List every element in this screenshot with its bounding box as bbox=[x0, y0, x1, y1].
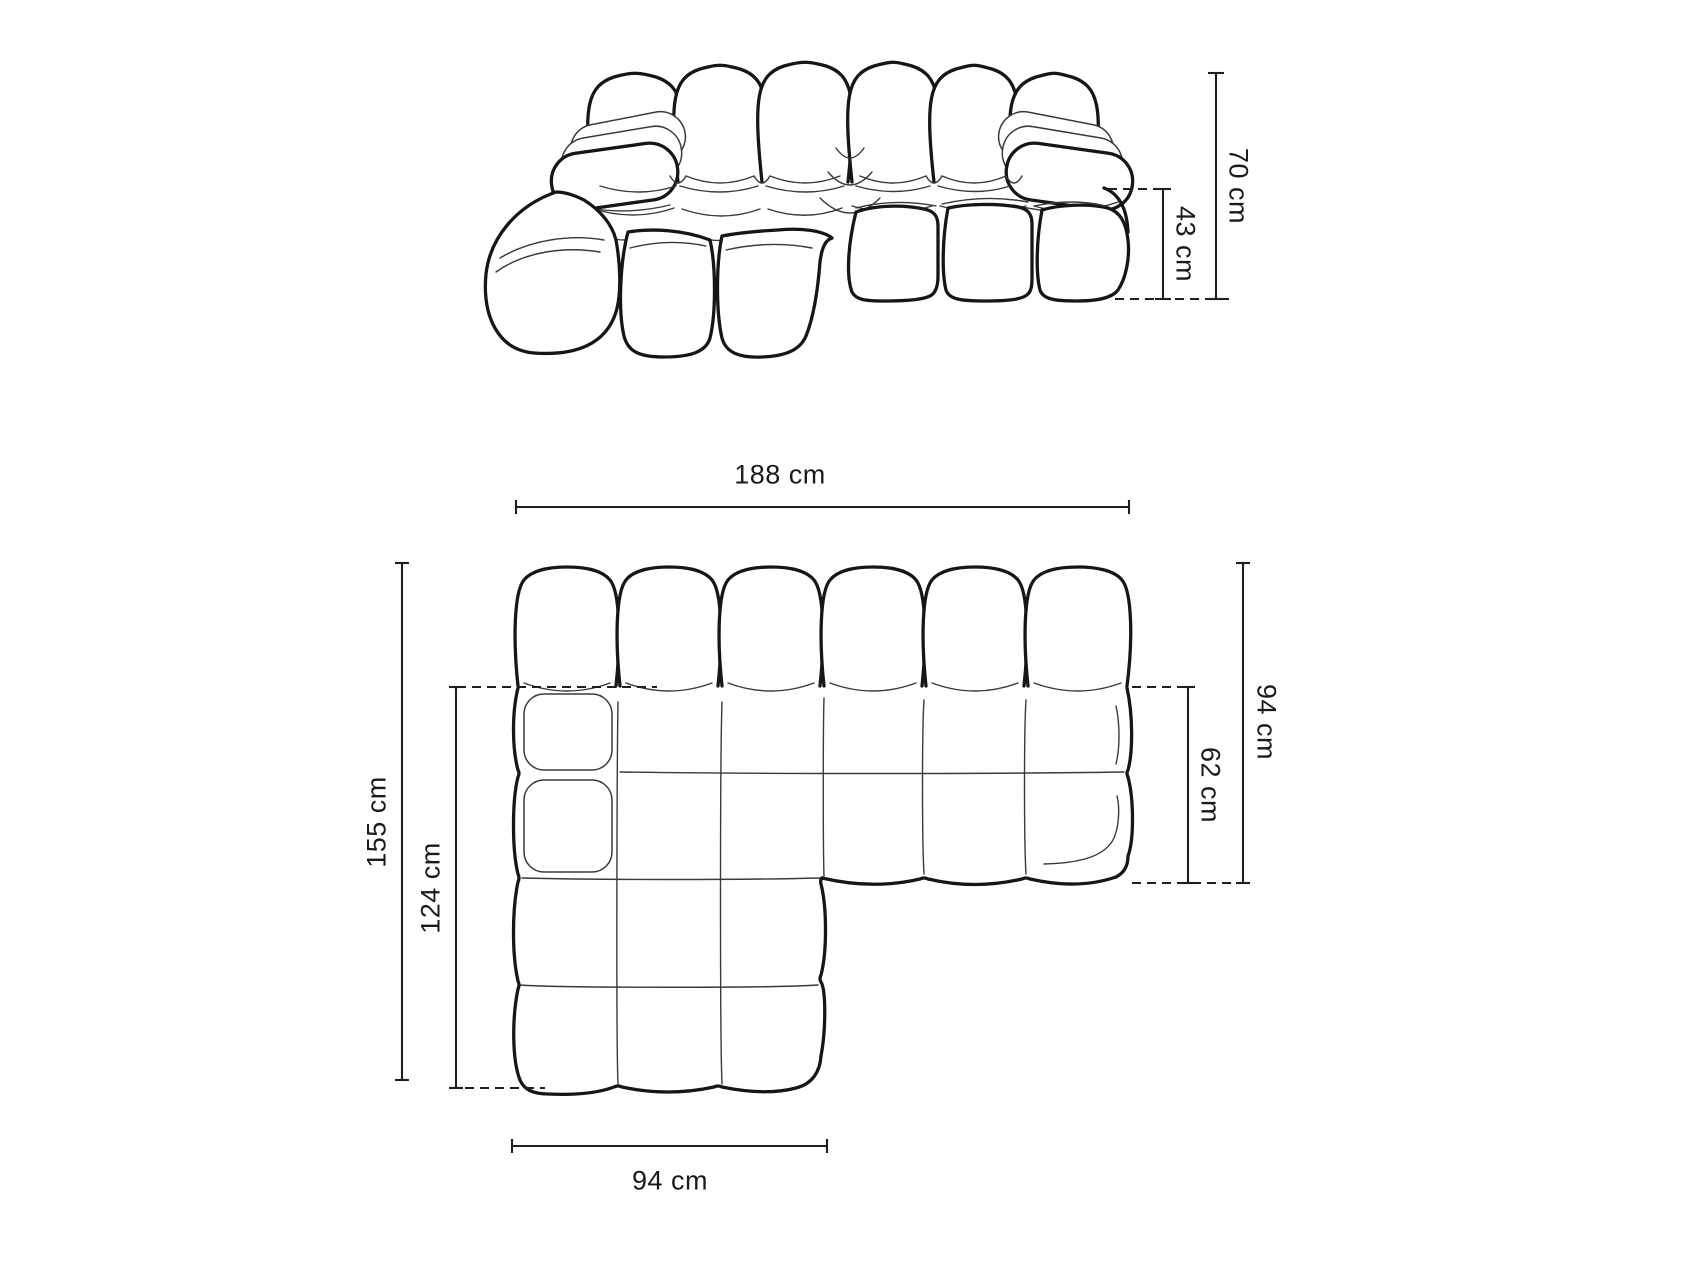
dim-label-plan-total-depth: 155 cm bbox=[361, 776, 392, 868]
front-elevation-view bbox=[485, 62, 1253, 357]
dim-plan-total-depth bbox=[361, 563, 409, 1080]
top-plan-view bbox=[361, 460, 1281, 1196]
dim-plan-total-width bbox=[516, 460, 1129, 514]
dim-label-plan-chaise-depth: 124 cm bbox=[415, 842, 446, 934]
front-chaise-cushions bbox=[485, 192, 832, 357]
dim-plan-body-depth bbox=[1132, 563, 1282, 883]
dim-label-plan-total-width: 188 cm bbox=[734, 459, 826, 490]
front-right-seat-cushions bbox=[849, 188, 1129, 301]
front-right-armrest bbox=[994, 107, 1136, 213]
dim-label-plan-body-depth: 94 cm bbox=[1251, 683, 1282, 761]
dim-plan-chaise-width bbox=[512, 1139, 827, 1195]
plan-backrest-cushions bbox=[515, 567, 1131, 691]
dim-plan-seat-depth bbox=[1132, 687, 1226, 883]
dim-label-front-seat-height: 43 cm bbox=[1170, 205, 1201, 283]
dim-label-plan-chaise-width: 94 cm bbox=[631, 1165, 709, 1196]
dim-label-plan-seat-depth: 62 cm bbox=[1195, 746, 1226, 824]
dim-label-front-total-height: 70 cm bbox=[1223, 147, 1254, 225]
dim-front-total-height bbox=[1208, 73, 1254, 299]
